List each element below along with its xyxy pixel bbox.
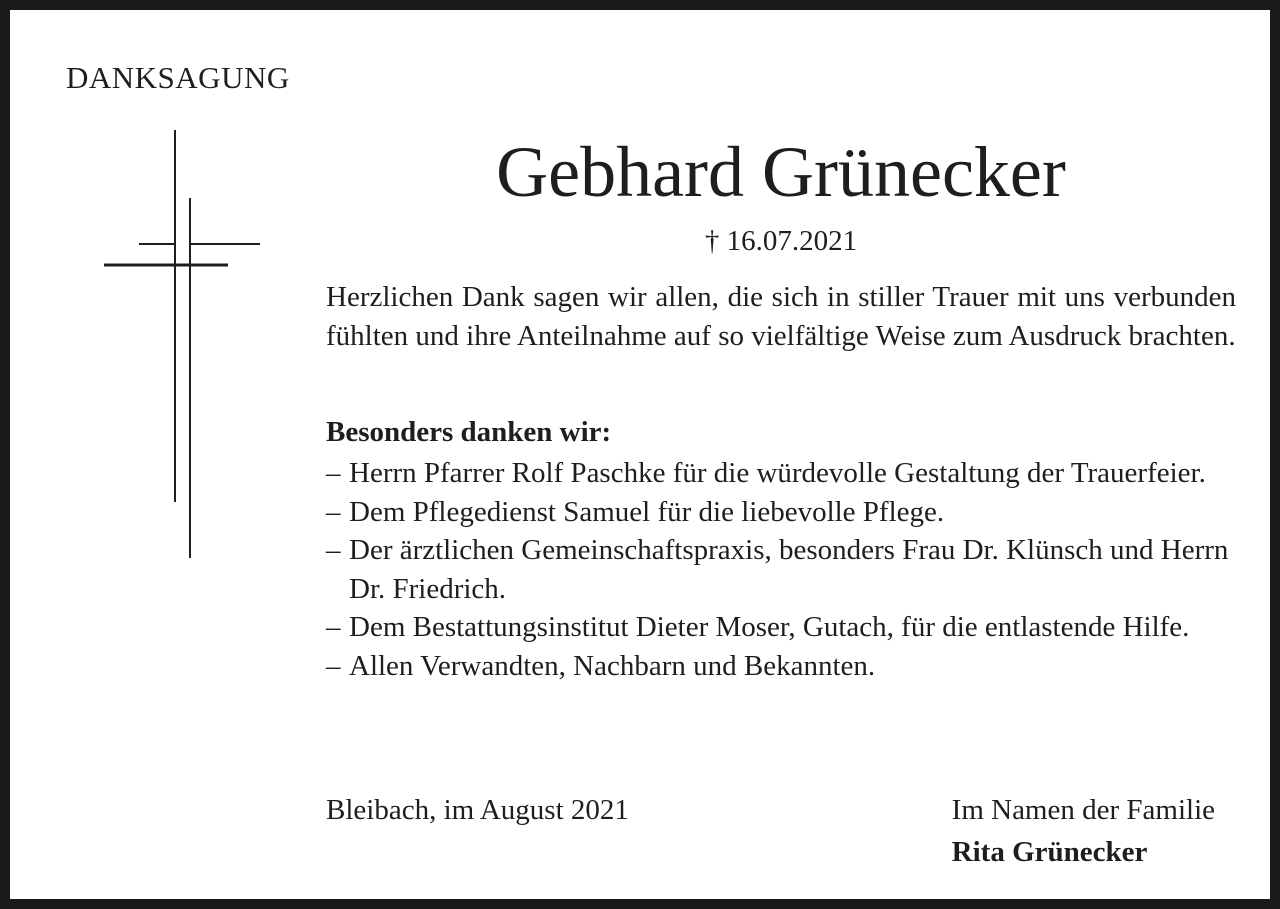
list-item-text: Herrn Pfarrer Rolf Paschke für die würdevolle Gestaltung der Trauerfeier. — [349, 457, 1206, 489]
list-item — [326, 608, 1236, 647]
list-item-text: Allen Verwandten, Nachbarn und Bekannten. — [349, 649, 876, 682]
list-item — [326, 531, 1236, 608]
list-dash: – — [326, 495, 341, 528]
signoff-line: Im Namen der Familie — [951, 794, 1215, 826]
list-item — [326, 647, 1236, 686]
thanks-list — [326, 454, 1236, 685]
thanks-text: Herzlichen Dank sagen wir allen, die sich in stiller Trauer mit uns verbunden fühlten und ihre Anteilnahme auf so vielfältige Weise zum Ausdruck brachten. — [326, 281, 1236, 352]
cross-icon — [100, 128, 270, 564]
list-item — [326, 493, 1236, 532]
place-date: Bleibach, im August 2021 — [326, 794, 629, 826]
signoff — [952, 791, 1215, 871]
notice-header: DANKSAGUNG — [66, 60, 290, 95]
list-item — [326, 454, 1236, 493]
list-dash: – — [326, 534, 341, 566]
list-item-text: Der ärztlichen Gemeinschaftspraxis, besonders Frau Dr. Klünsch und Herrn Dr. Friedrich. — [349, 534, 1229, 605]
list-item-text: Dem Pflegedienst Samuel für die liebevolle Pflege. — [349, 495, 945, 528]
deceased-name: Gebhard Grünecker — [496, 132, 1066, 212]
death-date: † 16.07.2021 — [704, 225, 858, 257]
list-item-text: Dem Bestattungsinstitut Dieter Moser, Gutach, für die entlastende Hilfe. — [349, 611, 1190, 643]
list-dash: – — [326, 457, 341, 489]
special-thanks-heading: Besonders danken wir: — [326, 416, 612, 448]
list-dash: – — [326, 611, 341, 643]
list-dash: – — [326, 649, 341, 682]
signoff-name: Rita Grünecker — [951, 836, 1148, 868]
